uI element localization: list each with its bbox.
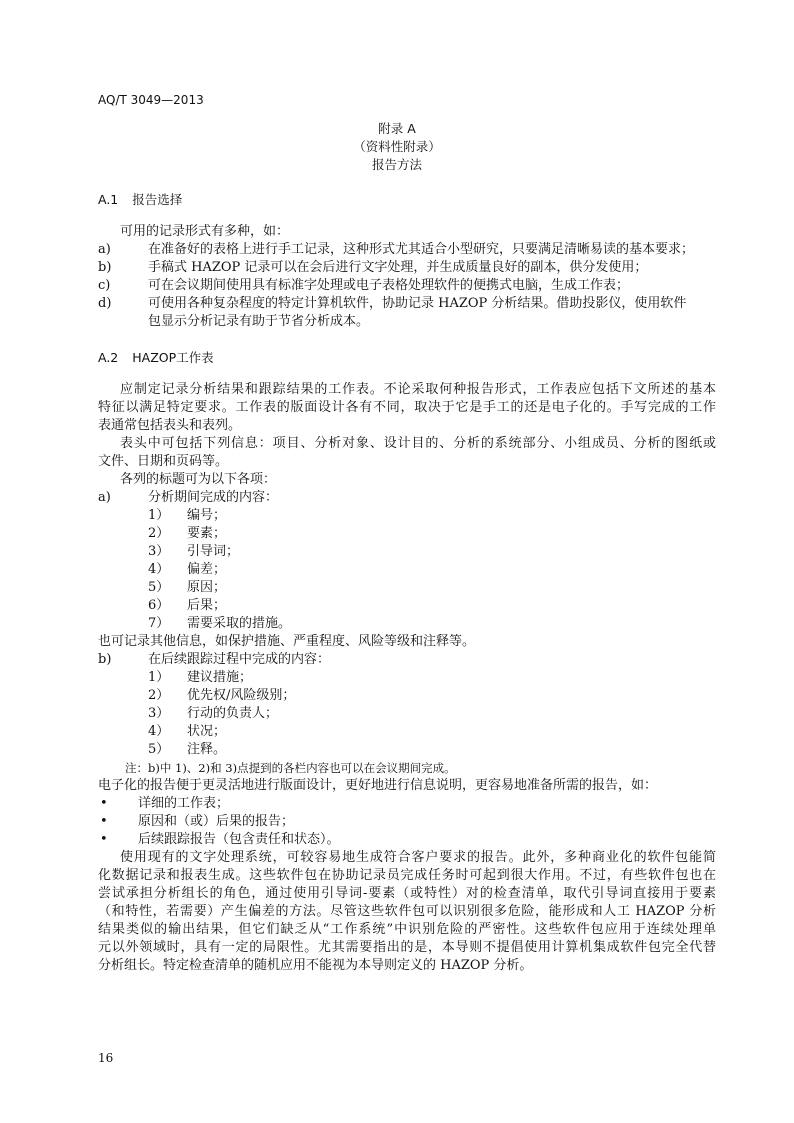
page-number: 16	[98, 1051, 114, 1065]
sub-list-item	[148, 705, 278, 723]
list-text: 分析期间完成的内容：	[148, 490, 279, 505]
appendix-title: 附录 A	[378, 121, 416, 136]
sub-list-item	[148, 687, 295, 705]
bullet-text: 详细的工作表；	[138, 796, 230, 811]
paragraph-line: 元以外领域时，具有一定的局限性。尤其需要指出的是，本导则不提倡使用计算机集成软件包完全代替	[98, 940, 716, 955]
sub-list-item	[148, 669, 252, 687]
list-item	[98, 295, 686, 313]
sub-list-number: 2）	[148, 526, 170, 541]
sub-list-number: 1）	[148, 670, 170, 685]
note: 注：b)中 1)、2)和 3)点提到的各栏内容也可以在会议期间完成。	[125, 761, 456, 775]
sub-list-text: 要素；	[187, 526, 227, 541]
section-a2-heading	[98, 349, 214, 367]
section-number: A.2	[98, 350, 119, 365]
list-text: 在后续跟踪过程中完成的内容：	[148, 652, 331, 667]
paragraph-line: 也可记录其他信息，如保护措施、严重程度、风险等级和注释等。	[98, 634, 476, 649]
paragraph-line: 化数据记录和报表生成。这些软件包在协助记录员完成任务时可起到很大作用。不过，有些软件包也在	[98, 868, 716, 883]
sub-list-text: 状况；	[187, 724, 227, 739]
appendix-name: 报告方法	[371, 157, 422, 172]
list-text: 在准备好的表格上进行手工记录，这种形式尤其适合小型研究，只要满足清晰易读的基本要求；	[148, 242, 695, 257]
list-item	[98, 241, 718, 259]
paragraph-line: 电子化的报告便于更灵活地进行版面设计，更好地进行信息说明，更容易地准备所需的报告，如：	[98, 778, 658, 793]
bullet-item	[100, 813, 294, 831]
list-item	[98, 277, 629, 295]
appendix-type: （资料性附录）	[353, 139, 441, 154]
section-a1-heading	[98, 191, 182, 209]
list-item	[98, 651, 330, 669]
sub-list-number: 3）	[148, 544, 170, 559]
bullet-text: 原因和（或）后果的报告；	[138, 814, 295, 829]
paragraph-line: 尝试承担分析组长的角色，通过使用引导词-要素（或特性）对的检查清单，取代引导词直接用于要素	[98, 886, 716, 901]
list-label: c)	[98, 278, 111, 293]
section-title: 报告选择	[132, 192, 183, 207]
bullet-item	[100, 831, 340, 849]
bullet-icon: •	[100, 814, 108, 829]
paragraph-line: 表头中可包括下列信息：项目、分析对象、设计目的、分析的系统部分、小组成员、分析的图纸或	[120, 436, 716, 451]
sub-list-text: 建议措施；	[187, 670, 253, 685]
sub-list-item	[148, 579, 226, 597]
sub-list-text: 行动的负责人；	[187, 706, 279, 721]
paragraph-line: 结果类似的输出结果，但它们缺乏从“工作系统”中识别危险的严密性。这些软件包应用于连续处理单	[98, 922, 716, 937]
list-label: d)	[98, 296, 112, 311]
sub-list-number: 4）	[148, 724, 170, 739]
paragraph-line: 表通常包括表头和表列。	[98, 418, 242, 433]
sub-list-item	[148, 507, 226, 525]
paragraph-line: 特征以满足特定要求。工作表的版面设计各有不同，取决于它是手工的还是电子化的。手写完成的工作	[98, 400, 716, 415]
list-text: 手稿式 HAZOP 记录可以在会后进行文字处理，并生成质量良好的副本，供分发使用；	[148, 260, 648, 275]
paragraph-line: 应制定记录分析结果和跟踪结果的工作表。不论采取何种报告形式，工作表应包括下文所述的基本	[120, 382, 716, 397]
sub-list-number: 1）	[148, 508, 170, 523]
list-text: 可在会议期间使用具有标准字处理或电子表格处理软件的便携式电脑，生成工作表；	[148, 278, 630, 293]
sub-list-item	[148, 615, 291, 633]
paragraph-line: 文件、日期和页码等。	[98, 454, 229, 469]
sub-list-item	[148, 561, 226, 579]
sub-list-text: 原因；	[187, 580, 227, 595]
list-label: b)	[98, 652, 112, 667]
paragraph-line: 使用现有的文字处理系统，可较容易地生成符合客户要求的报告。此外，多种商业化的软件包能简	[120, 850, 716, 865]
sub-list-text: 编号；	[187, 508, 227, 523]
paragraph: 可用的记录形式有多种，如：	[120, 224, 290, 239]
sub-list-text: 引导词；	[187, 544, 240, 559]
list-item-continuation: 包显示分析记录有助于节省分析成本。	[148, 314, 370, 329]
paragraph-line: 各列的标题可为以下各项：	[120, 472, 277, 487]
list-label: a)	[98, 242, 111, 257]
sub-list-number: 5）	[148, 580, 170, 595]
sub-list-item	[148, 597, 226, 615]
section-number: A.1	[98, 192, 119, 207]
sub-list-number: 2）	[148, 688, 170, 703]
bullet-item	[100, 795, 229, 813]
sub-list-text: 后果；	[187, 598, 227, 613]
sub-list-text: 偏差；	[187, 562, 227, 577]
bullet-text: 后续跟踪报告（包含责任和状态）。	[138, 832, 340, 847]
list-label: a)	[98, 490, 111, 505]
sub-list-item	[148, 741, 226, 759]
sub-list-number: 6）	[148, 598, 170, 613]
sub-list-item	[148, 723, 226, 741]
sub-list-number: 7）	[148, 616, 170, 631]
sub-list-item	[148, 543, 239, 561]
sub-list-number: 3）	[148, 706, 170, 721]
list-label: b)	[98, 260, 112, 275]
paragraph-line: 分析组长。特定检查清单的随机应用不能视为本导则定义的 HAZOP 分析。	[98, 958, 533, 973]
bullet-icon: •	[100, 796, 108, 811]
section-title: HAZOP工作表	[132, 350, 214, 365]
list-text: 可使用各种复杂程度的特定计算机软件，协助记录 HAZOP 分析结果。借助投影仪，使用软件	[148, 296, 687, 311]
standard-code: AQ/T 3049—2013	[98, 93, 204, 107]
sub-list-number: 4）	[148, 562, 170, 577]
sub-list-text: 优先权/风险级别；	[187, 688, 296, 703]
sub-list-text: 需要采取的措施。	[187, 616, 292, 631]
list-item	[98, 489, 278, 507]
bullet-icon: •	[100, 832, 108, 847]
sub-list-item	[148, 525, 226, 543]
sub-list-number: 5）	[148, 742, 170, 757]
sub-list-text: 注释。	[187, 742, 227, 757]
paragraph-line: （和特性，若需要）产生偏差的方法。尽管这些软件包可以识别很多危险，能形成和人工 HAZOP 分析	[98, 904, 716, 919]
list-item	[98, 259, 647, 277]
